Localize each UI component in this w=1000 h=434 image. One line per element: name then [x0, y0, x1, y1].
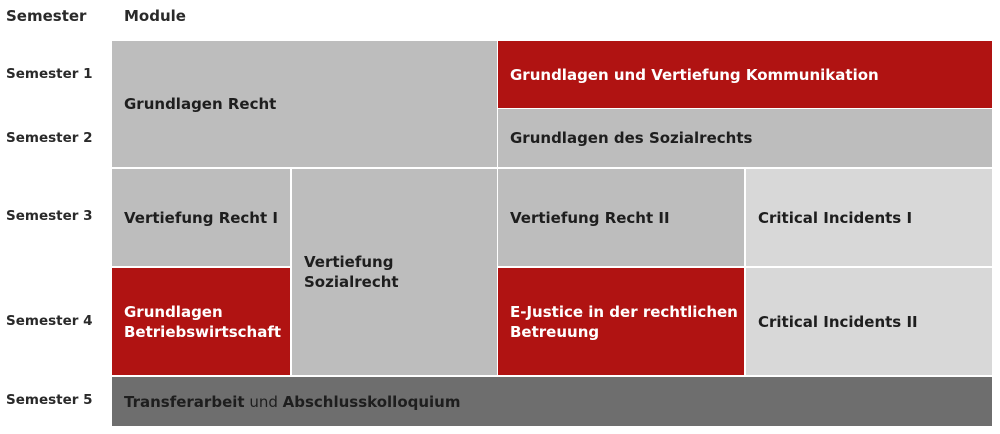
module-kommunikation-label: Grundlagen und Vertiefung Kommunikation — [510, 65, 879, 84]
module-vertiefung-recht-1 — [112, 169, 290, 266]
module-vertiefung-sozialrecht-line-2: Sozialrecht — [304, 273, 399, 291]
module-transferarbeit-label — [124, 392, 461, 412]
module-betriebswirtschaft — [112, 268, 290, 375]
module-sozialrechts — [498, 109, 992, 167]
abschlusskolloquium-text: Abschlusskolloquium — [282, 392, 461, 411]
module-vertiefung-sozialrecht — [292, 169, 497, 375]
module-transferarbeit — [112, 377, 992, 426]
module-critical-incidents-2-label: Critical Incidents II — [758, 312, 918, 331]
module-vertiefung-recht-2 — [498, 169, 744, 266]
module-critical-incidents-1-label: Critical Incidents I — [758, 208, 913, 227]
module-vertiefung-sozialrecht-line-1: Vertiefung — [304, 253, 394, 271]
module-grundlagen-recht-label: Grundlagen Recht — [124, 95, 277, 113]
module-sozialrechts-label: Grundlagen des Sozialrechts — [510, 129, 753, 147]
semester-1-label: Semester 1 — [6, 66, 93, 82]
module-critical-incidents-2 — [746, 268, 992, 375]
module-grundlagen-recht — [112, 41, 497, 167]
und-text: und — [244, 392, 283, 411]
module-betriebswirtschaft-line-1: Grundlagen — [124, 302, 223, 321]
module-kommunikation — [498, 41, 992, 108]
module-column-header: Module — [124, 7, 186, 25]
module-betriebswirtschaft-line-2: Betriebswirtschaft — [124, 322, 282, 341]
semester-5-label: Semester 5 — [6, 392, 93, 408]
semester-4-label: Semester 4 — [6, 313, 93, 329]
semester-3-label: Semester 3 — [6, 208, 93, 224]
module-vertiefung-recht-1-label: Vertiefung Recht I — [124, 208, 278, 227]
module-critical-incidents-1 — [746, 169, 992, 266]
transferarbeit-text: Transferarbeit — [124, 392, 245, 411]
module-vertiefung-recht-2-label: Vertiefung Recht II — [510, 208, 670, 227]
semester-2-label: Semester 2 — [6, 130, 93, 146]
module-e-justice-line-1: E-Justice in der rechtlichen — [510, 302, 738, 321]
semester-column-header: Semester — [6, 7, 87, 25]
module-e-justice-line-2: Betreuung — [510, 322, 600, 341]
module-e-justice — [498, 268, 744, 375]
